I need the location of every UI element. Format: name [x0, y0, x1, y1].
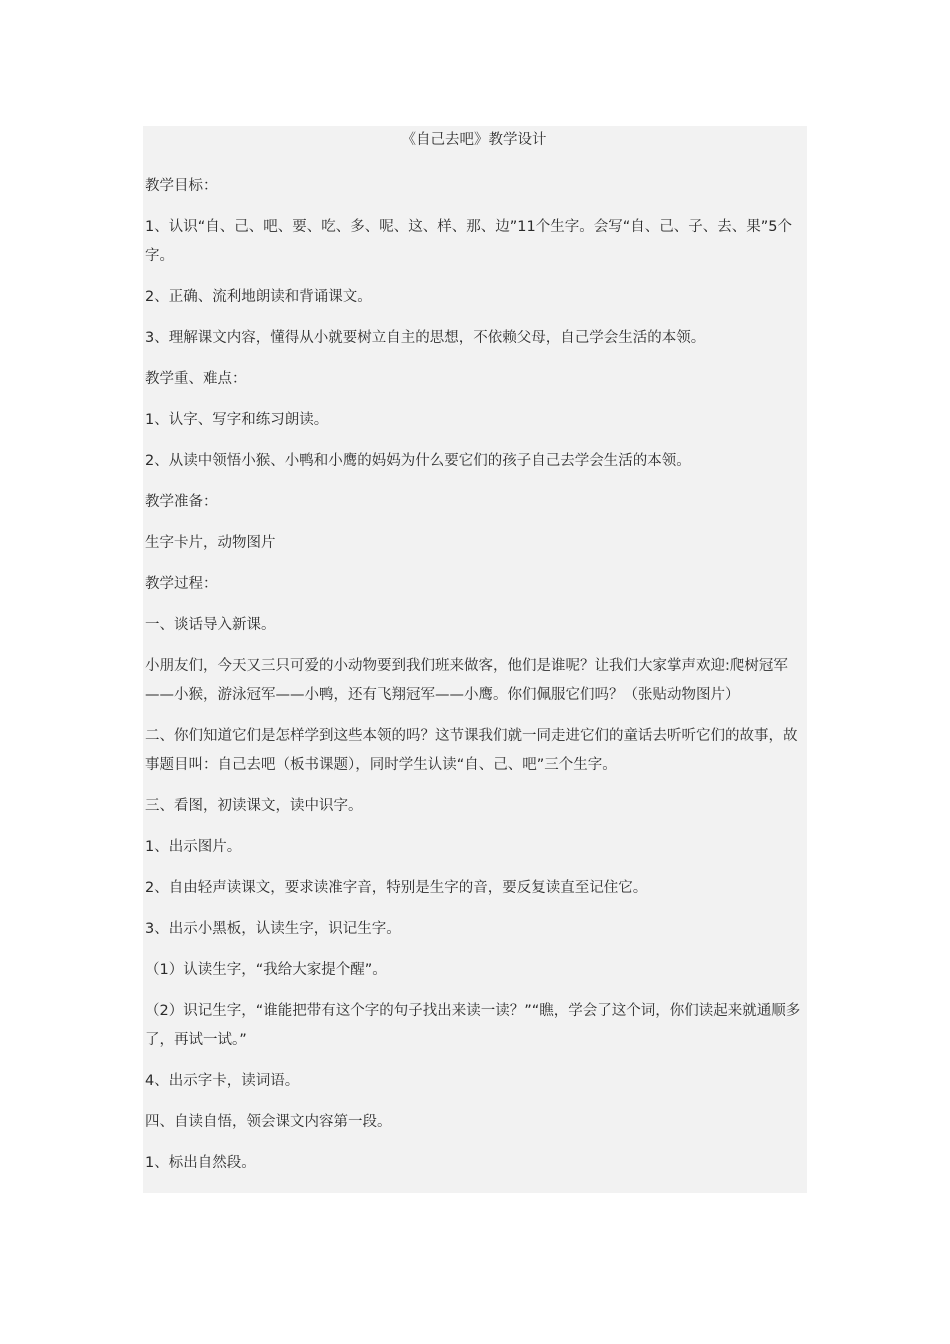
objective-item-2: 2、正确、流利地朗读和背诵课文。 [145, 289, 372, 305]
process-step-1-heading: 一、谈话导入新课。 [145, 617, 276, 633]
section-heading-preparation: 教学准备： [145, 494, 218, 510]
section-heading-process: 教学过程： [145, 576, 218, 592]
objective-item-1: 1、认识“自、己、吧、要、吃、多、呢、这、样、那、边”11个生字。会写“自、己、子、去、果”5个字。 [145, 219, 792, 264]
process-step-3-item-3: 3、出示小黑板，认读生字，识记生字。 [145, 921, 401, 937]
document-page [143, 126, 807, 1193]
process-step-3-item-4: 4、出示字卡，读词语。 [145, 1073, 300, 1089]
section-heading-objectives: 教学目标： [145, 178, 218, 194]
process-step-2-text: 二、你们知道它们是怎样学到这些本领的吗？这节课我们就一同走进它们的童话去听听它们的故事，故事题目叫：自己去吧（板书课题），同时学生认读“自、己、吧”三个生字。 [145, 728, 798, 773]
preparation-text: 生字卡片，动物图片 [145, 535, 276, 551]
process-step-3-sub-1: （1）认读生字，“我给大家提个醒”。 [145, 962, 387, 978]
process-step-1-text: 小朋友们，今天又三只可爱的小动物要到我们班来做客，他们是谁呢？让我们大家掌声欢迎:爬树冠军——小猴，游泳冠军——小鸭，还有飞翔冠军——小鹰。你们佩服它们吗？（张贴动物图片） [145, 658, 788, 703]
objective-item-3: 3、理解课文内容，懂得从小就要树立自主的思想，不依赖父母，自己学会生活的本领。 [145, 330, 706, 346]
key-point-item-1: 1、认字、写字和练习朗读。 [145, 412, 329, 428]
process-step-3-item-1: 1、出示图片。 [145, 839, 242, 855]
process-step-3-sub-2: （2）识记生字，“谁能把带有这个字的句子找出来读一读？”“瞧，学会了这个词，你们读起来就通顺多了，再试一试。” [145, 1003, 801, 1048]
process-step-4-heading: 四、自读自悟，领会课文内容第一段。 [145, 1114, 392, 1130]
key-point-item-2: 2、从读中领悟小猴、小鸭和小鹰的妈妈为什么要它们的孩子自己去学会生活的本领。 [145, 453, 691, 469]
section-heading-key-points: 教学重、难点： [145, 371, 247, 387]
process-step-4-item-1: 1、标出自然段。 [145, 1155, 256, 1171]
process-step-3-item-2: 2、自由轻声读课文，要求读准字音，特别是生字的音，要反复读直至记住它。 [145, 880, 648, 896]
document-title: 《自己去吧》教学设计 [401, 132, 547, 148]
process-step-3-heading: 三、看图，初读课文，读中识字。 [145, 798, 363, 814]
